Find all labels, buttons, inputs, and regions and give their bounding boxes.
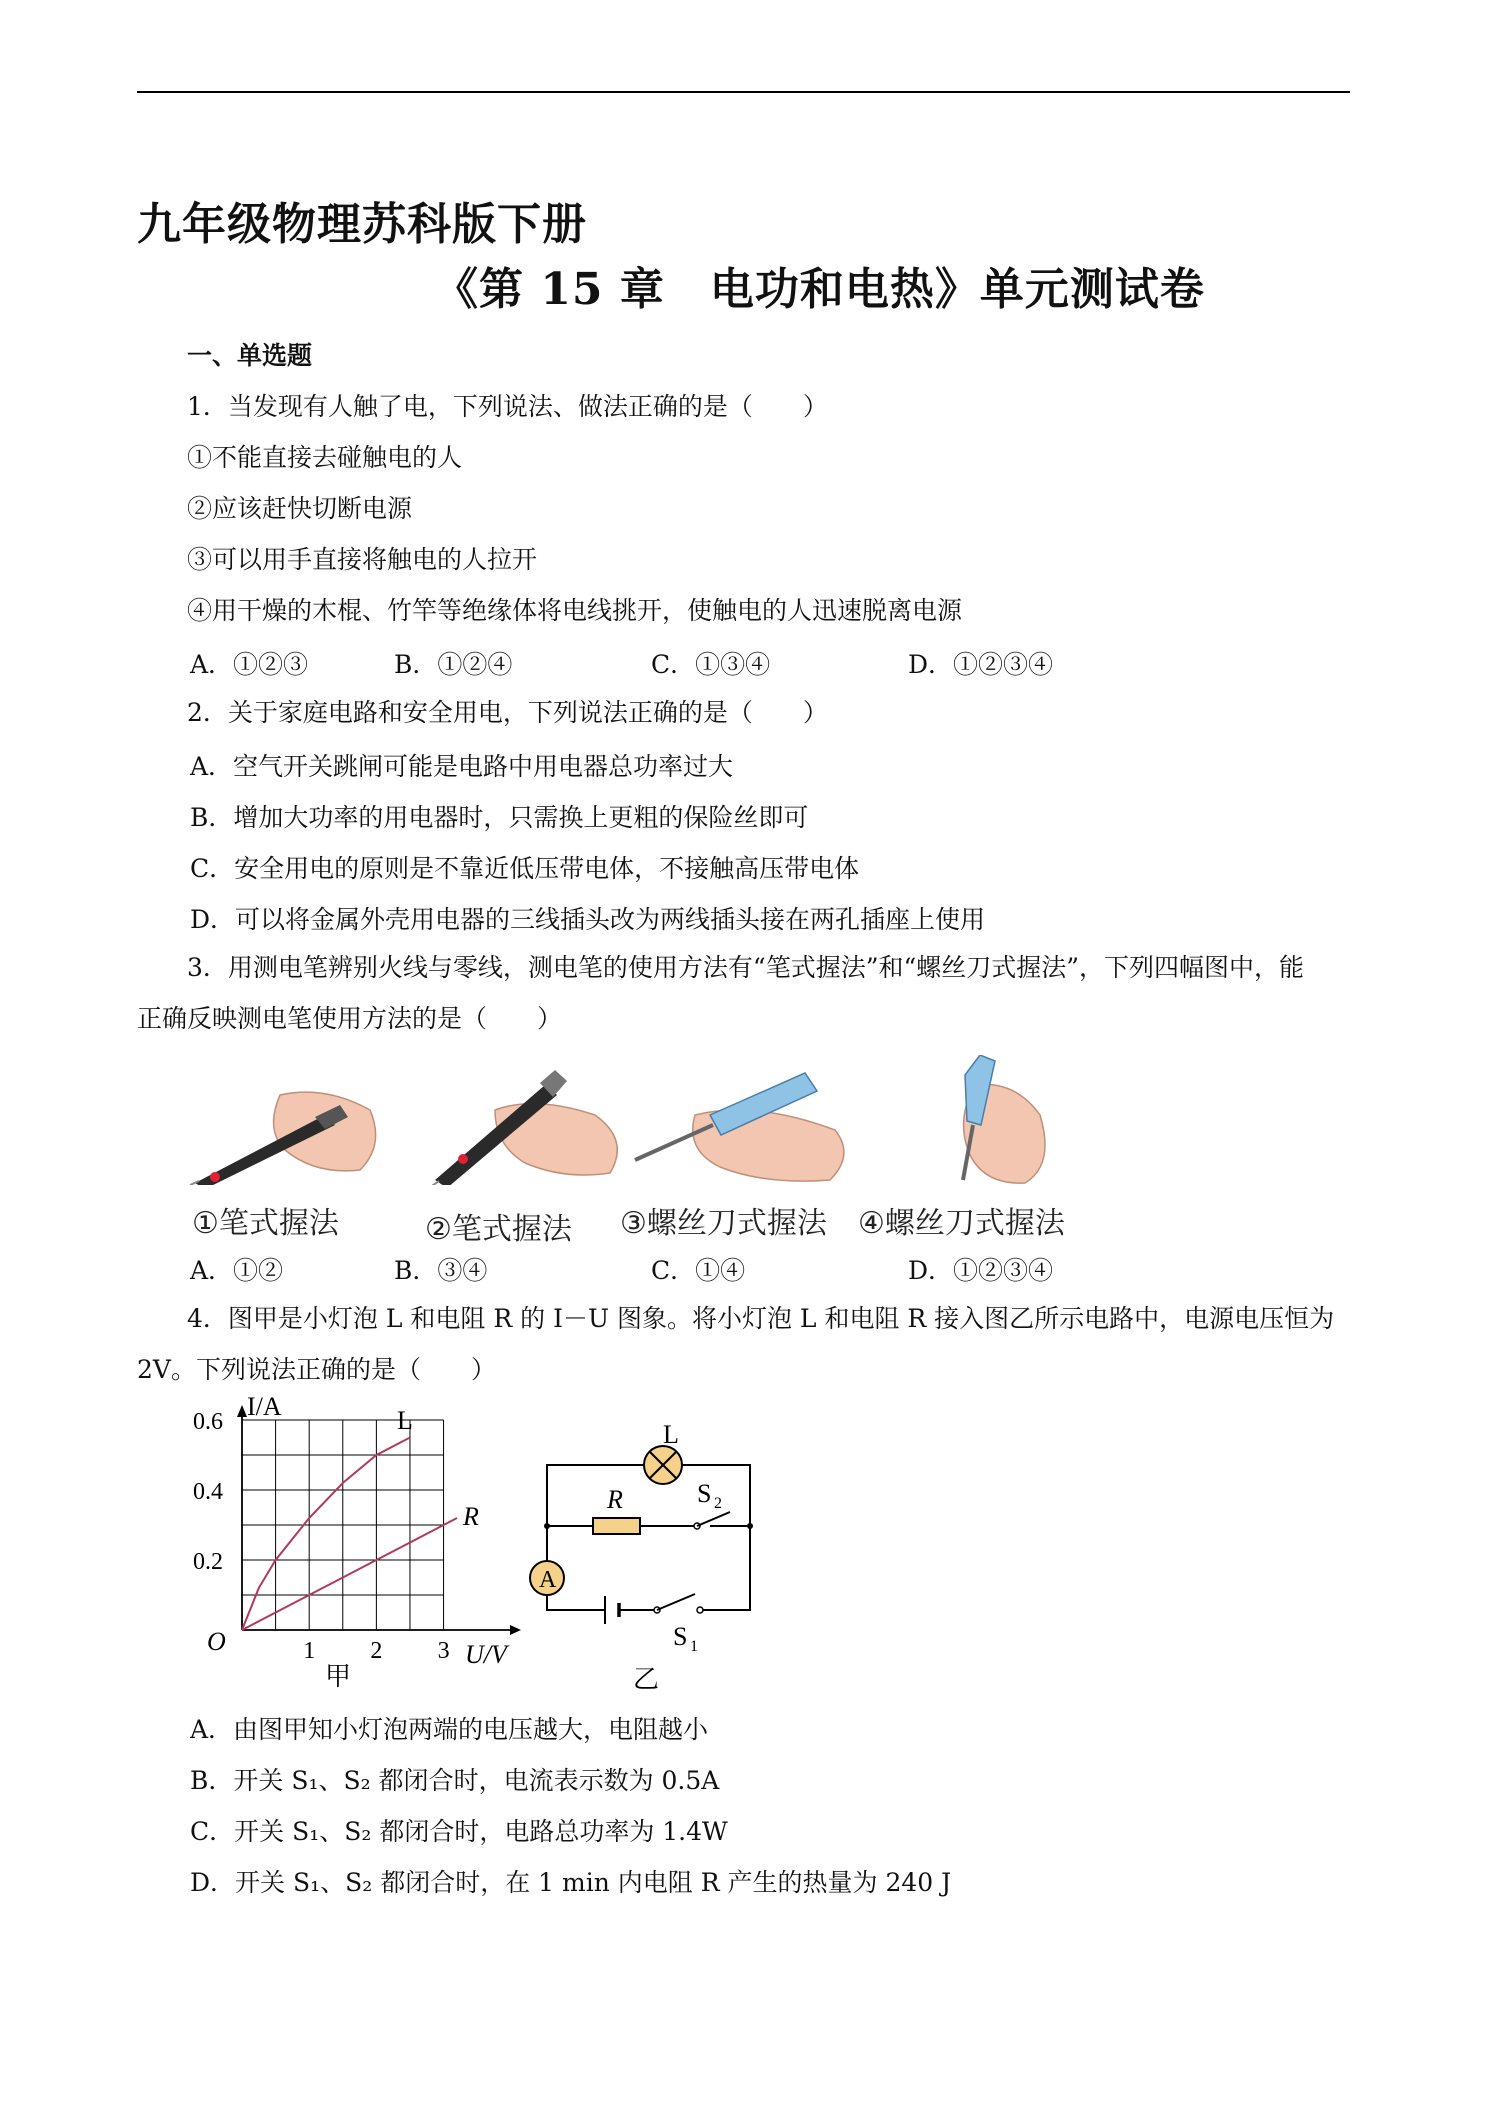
tester-grip-figures [185, 1055, 1185, 1185]
q1-option-a[interactable]: A．①②③ [190, 650, 309, 679]
circuit-diagram [525, 1410, 765, 1695]
switch1-subscript: 1 [690, 1638, 698, 1655]
resistor [593, 1518, 640, 1534]
q1-option-b[interactable]: B．①②④ [394, 650, 513, 679]
switch1-label: S [673, 1622, 688, 1651]
switch-s1 [654, 1594, 703, 1613]
q4-option-c[interactable]: C．开关 S₁、S₂ 都闭合时，电路总功率为 1.4W [190, 1817, 728, 1846]
iu-graph [185, 1395, 525, 1695]
q2-option-b[interactable]: B．增加大功率的用电器时，只需换上更粗的保险丝即可 [190, 803, 809, 832]
q3-option-b[interactable]: B．③④ [394, 1256, 488, 1285]
q3-option-c[interactable]: C．①④ [651, 1256, 746, 1285]
x-tick-label: 2 [370, 1638, 383, 1664]
q3-option-a[interactable]: A．①② [190, 1256, 284, 1285]
lamp [644, 1446, 682, 1484]
graph-grid [242, 1420, 444, 1630]
series-line-R [242, 1518, 457, 1630]
resistor-label: R [607, 1485, 623, 1514]
q4-stem-line2: 2V。下列说法正确的是（ ） [137, 1355, 496, 1384]
q1-option-c[interactable]: C．①③④ [651, 650, 771, 679]
section-heading: 一、单选题 [187, 341, 313, 370]
junction-dot [544, 1523, 550, 1529]
figure-4-caption: ④螺丝刀式握法 [858, 1206, 1065, 1241]
figure-1-caption: ①笔式握法 [192, 1206, 339, 1241]
lamp-label: L [663, 1420, 679, 1449]
q4-option-d[interactable]: D．开关 S₁、S₂ 都闭合时，在 1 min 内电阻 R 产生的热量为 240 J [190, 1868, 952, 1897]
origin-label: O [207, 1627, 226, 1656]
x-axis-label: U/V [465, 1640, 507, 1669]
curve-L-label: L [397, 1406, 413, 1435]
y-axis-label: I/A [247, 1395, 282, 1421]
battery [605, 1596, 619, 1624]
q2-option-a[interactable]: A．空气开关跳闸可能是电路中用电器总功率过大 [190, 752, 734, 781]
x-axis-arrow [510, 1625, 521, 1635]
switch2-subscript: 2 [714, 1495, 722, 1512]
q1-statement-1: ①不能直接去碰触电的人 [187, 443, 463, 472]
q2-option-c[interactable]: C．安全用电的原则是不靠近低压带电体，不接触高压带电体 [190, 854, 860, 883]
q1-statement-2: ②应该赶快切断电源 [187, 494, 413, 523]
q4-option-a[interactable]: A．由图甲知小灯泡两端的电压越大，电阻越小 [190, 1715, 709, 1744]
q4-stem-line1: 4．图甲是小灯泡 L 和电阻 R 的 I－U 图象。将小灯泡 L 和电阻 R 接入图乙所示电路中，电源电压恒为 [187, 1304, 1335, 1333]
y-tick-label: 0.6 [193, 1409, 223, 1435]
q3-option-d[interactable]: D．①②③④ [908, 1256, 1054, 1285]
figure-2-pen-grip [429, 1070, 617, 1185]
doc-title-line2: 《第 15 章 电功和电热》单元测试卷 [434, 264, 1205, 315]
q3-stem-line2: 正确反映测电笔使用方法的是（ ） [137, 1004, 563, 1033]
figure-2-caption: ②笔式握法 [425, 1212, 572, 1247]
doc-title-line1: 九年级物理苏科版下册 [137, 199, 587, 250]
figure-3-screwdriver-grip [635, 1073, 844, 1181]
q1-option-d[interactable]: D．①②③④ [908, 650, 1054, 679]
q4-option-b[interactable]: B．开关 S₁、S₂ 都闭合时，电流表示数为 0.5A [190, 1766, 720, 1795]
series-line-L [242, 1438, 410, 1631]
q1-statement-4: ④用干燥的木棍、竹竿等绝缘体将电线挑开，使触电的人迅速脱离电源 [187, 596, 963, 625]
x-tick-label: 3 [437, 1638, 450, 1664]
y-tick-label: 0.4 [193, 1479, 223, 1505]
switch2-label: S [697, 1479, 712, 1508]
ammeter-label: A [539, 1567, 557, 1593]
y-tick-labels [193, 1409, 223, 1575]
header-rule [137, 91, 1350, 93]
q1-stem: 1．当发现有人触了电，下列说法、做法正确的是（ ） [187, 392, 828, 421]
y-axis-arrow [237, 1405, 247, 1417]
curve-R-label: R [463, 1502, 479, 1531]
q3-stem-line1: 3．用测电笔辨别火线与零线，测电笔的使用方法有“笔式握法”和“螺丝刀式握法”，下列四幅图中，能 [187, 953, 1305, 982]
q2-option-d[interactable]: D．可以将金属外壳用电器的三线插头改为两线插头接在两孔插座上使用 [190, 905, 986, 934]
figure-4-screwdriver-grip [963, 1055, 1045, 1183]
q2-stem: 2．关于家庭电路和安全用电，下列说法正确的是（ ） [187, 698, 828, 727]
graph-caption: 甲 [325, 1662, 352, 1691]
y-tick-label: 0.2 [193, 1549, 223, 1575]
figure-1-pen-grip [190, 1092, 376, 1185]
circuit-caption: 乙 [633, 1665, 660, 1694]
x-tick-labels [303, 1638, 449, 1664]
x-tick-label: 1 [303, 1638, 316, 1664]
q1-statement-3: ③可以用手直接将触电的人拉开 [187, 545, 538, 574]
figure-3-caption: ③螺丝刀式握法 [620, 1206, 827, 1241]
